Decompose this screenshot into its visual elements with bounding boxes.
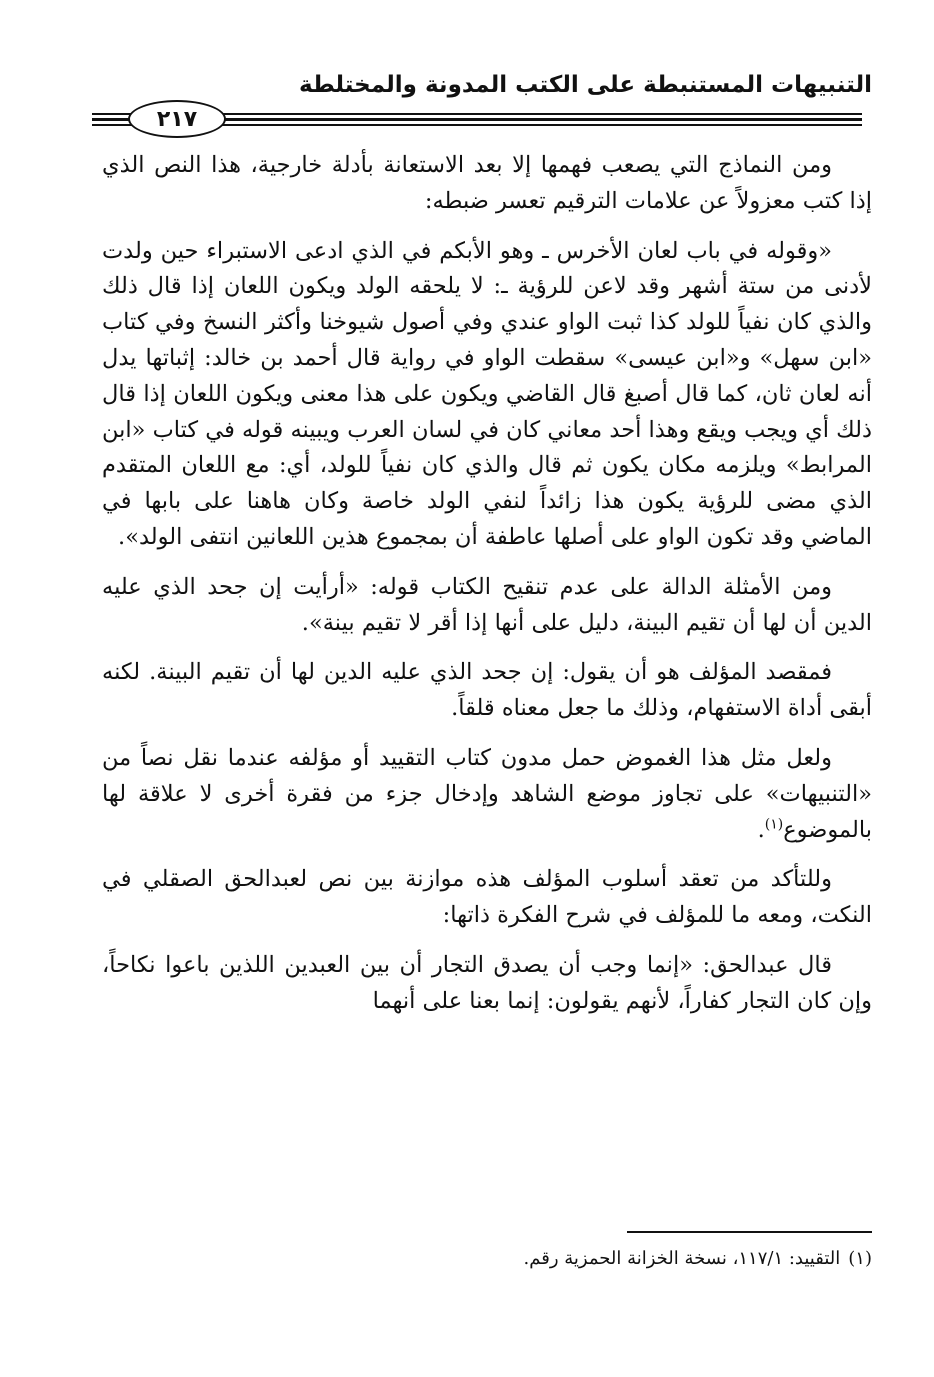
page-number: ٢١٧ (128, 100, 226, 138)
paragraph: وللتأكد من تعقد أسلوب المؤلف هذه موازنة بين نص لعبدالحق الصقلي في النكت، ومعه ما للمؤلف في شرح الفكرة ذاتها: (102, 866, 872, 929)
footnote-marker[interactable]: (١) (764, 816, 784, 833)
body-text (102, 148, 872, 1034)
paragraph: ومن النماذج التي يصعب فهمها إلا بعد الاستعانة بأدلة خارجية، هذا النص الذي إذا كتب معزولاً عن علامات الترقيم تعسر ضبطه: (102, 152, 872, 214)
quoted-paragraph: «وقوله في باب لعان الأخرس ـ وهو الأبكم في الذي ادعى الاستبراء حين ولدت لأدنى من ستة أشهر وقد لاعن للرؤية ـ: لا يلحقه الولد ويكون اللعان إذا قال ذلك والذي كان نفياً للولد كذا ثبت الواو عندي وفي أصول شيوخنا وأكثر النسخ وفي كتاب «ابن سهل» و«ابن عيسى» سقطت الواو في رواية قال أحمد بن خالد: إثباتها يدل أنه لعان ثان، كما قال أصبغ قال القاضي ويكون على هذا معنى ويكون اللعان إذا قال ذلك أي ويجب ويقع وهذا أحد معاني كان في لسان العرب ويبينه قوله في كتاب «ابن المرابط» ويلزمه مكان يكون ثم قال والذي كان نفياً للولد، أي: مع اللعان المتقدم الذي مضى للرؤية يكون هذا زائداً لنفي الولد خاصة وكان هاهنا على بابها في الماضي وقد تكون الواو على أصلها عاطفة أن بمجموع هذين اللعانين انتفى الولد». (102, 237, 872, 550)
paragraph: قال عبدالحق: «إنما وجب أن يصدق التجار أن بين العبدين اللذين باعوا نكاحاً، وإن كان التجار كفاراً، لأنهم يقولون: إنما بعنا على أنهما (102, 951, 872, 1014)
paragraph-with-footnote (102, 741, 872, 848)
running-header-title: التنبيهات المستنبطة على الكتب المدونة والمختلطة (299, 72, 872, 98)
footnote (102, 1245, 872, 1273)
footnote-text: التقييد: ١١٧/١، نسخة الخزانة الحمزية رقم. (523, 1248, 841, 1269)
paragraph: ومن الأمثلة الدالة على عدم تنقيح الكتاب قوله: «أرأيت إن جحد الذي عليه الدين أن لها أن تقيم البينة، دليل على أنها إذا أقر لا تقيم بينة». (102, 573, 872, 636)
footnote-separator (627, 1231, 872, 1233)
footnote-number: (١) (848, 1248, 872, 1269)
paragraph-end: . (757, 816, 765, 843)
paragraph-text: ولعل مثل هذا الغموض حمل مدون كتاب التقييد أو مؤلفه عندما نقل نصاً من «التنبيهات» على تجاوز موضع الشاهد وإدخال جزء من فقرة أخرى لا علاقة لها بالموضوع (102, 744, 872, 843)
paragraph: فمقصد المؤلف هو أن يقول: إن جحد الذي عليه الدين لها أن تقيم البينة. لكنه أبقى أداة الاستفهام، وذلك ما جعل معناه قلقاً. (102, 659, 872, 722)
